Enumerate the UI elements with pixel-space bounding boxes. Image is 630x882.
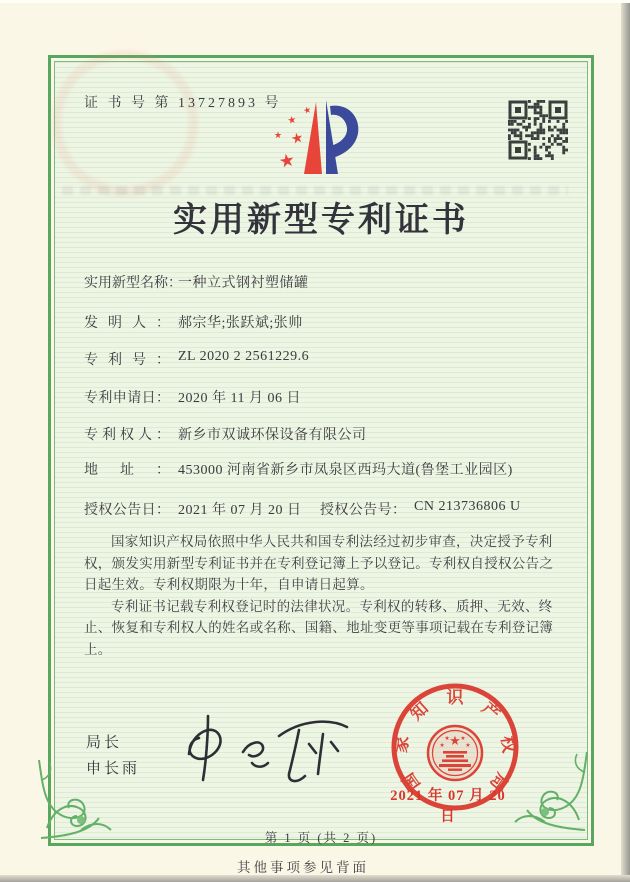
field-value: 一种立式钢衬塑储罐 bbox=[178, 276, 309, 291]
scan-edge bbox=[0, 875, 630, 882]
officer-title: 局长 bbox=[86, 735, 123, 751]
field-label: 授权公告日： bbox=[84, 503, 170, 518]
legal-paragraph-1: 国家知识产权局依照中华人民共和国专利法经过初步审查，决定授予专利权，颁发实用新型专利证书并在专利登记簿上予以登记。专利权自授权公告之日起生效。专利权期限为十年，自申请日起算。 bbox=[84, 534, 554, 592]
legal-text bbox=[84, 531, 562, 660]
svg-text:★: ★ bbox=[286, 114, 298, 127]
seal-char: 国 bbox=[398, 769, 424, 795]
scan-edge bbox=[621, 0, 630, 882]
field-row-grant bbox=[84, 499, 584, 519]
field-row-patent-number bbox=[84, 349, 564, 369]
cnipa-patent-logo-icon bbox=[248, 96, 372, 182]
seal-char: 家 bbox=[391, 734, 413, 755]
legal-paragraph-2: 专利证书记载专利权登记时的法律状况。专利权的转移、质押、无效、终止、恢复和专利权人的姓名或名称、国籍、地址变更等事项记载在专利登记簿上。 bbox=[84, 598, 554, 657]
svg-text:★: ★ bbox=[289, 130, 306, 148]
svg-text:★: ★ bbox=[302, 104, 313, 116]
grant-number-field bbox=[320, 499, 521, 519]
field-row-filing-date bbox=[84, 387, 564, 407]
officer-name: 申长雨 bbox=[86, 761, 141, 777]
seal-char: 识 bbox=[446, 688, 464, 707]
seal-date: 2021 年 07 月 20 日 bbox=[390, 788, 506, 825]
field-value: 453000 河南省新乡市凤泉区西玛大道(鲁堡工业园区) bbox=[178, 463, 513, 478]
svg-text:★: ★ bbox=[460, 736, 466, 742]
svg-text:★: ★ bbox=[444, 736, 450, 742]
scan-edge bbox=[0, 0, 630, 3]
certificate-title: 实用新型专利证书 bbox=[173, 202, 469, 239]
field-value: CN 213736806 U bbox=[414, 499, 521, 514]
national-emblem-icon bbox=[428, 726, 482, 780]
field-label: 专利申请日： bbox=[84, 391, 170, 406]
certificate-number: 证 书 号 第 13727893 号 bbox=[84, 96, 282, 111]
svg-text:★: ★ bbox=[449, 733, 461, 748]
field-label: 专利号： bbox=[84, 353, 170, 368]
seal-char: 权 bbox=[497, 734, 519, 755]
svg-text:★: ★ bbox=[274, 130, 283, 140]
qr-code bbox=[508, 100, 568, 160]
field-value: 新乡市双诚环保设备有限公司 bbox=[178, 428, 367, 443]
svg-text:★: ★ bbox=[277, 149, 297, 172]
svg-text:★: ★ bbox=[439, 743, 445, 749]
field-label: 授权公告号： bbox=[320, 503, 406, 518]
grant-date-field bbox=[84, 503, 302, 518]
seal-char: 局 bbox=[486, 769, 512, 795]
seal-char: 知 bbox=[406, 698, 432, 724]
field-value: 2021 年 07 月 20 日 bbox=[178, 503, 302, 518]
commissioner-signature bbox=[163, 710, 359, 792]
field-value: 2020 年 11 月 06 日 bbox=[178, 391, 301, 406]
field-label: 发明人： bbox=[84, 316, 170, 331]
seal-char: 产 bbox=[478, 698, 504, 724]
field-value: ZL 2020 2 2561229.6 bbox=[178, 349, 310, 364]
field-label: 地址： bbox=[84, 463, 170, 478]
field-row-patentee bbox=[84, 424, 564, 444]
field-row-inventors bbox=[84, 312, 564, 332]
field-value: 郝宗华;张跃斌;张帅 bbox=[178, 316, 303, 331]
field-row-address bbox=[84, 459, 564, 479]
seal-bleed-watermark bbox=[52, 50, 198, 196]
svg-text:★: ★ bbox=[465, 743, 471, 749]
field-label: 专利权人： bbox=[84, 428, 170, 443]
page-indicator: 第 1 页 (共 2 页) bbox=[264, 831, 378, 845]
field-row-name bbox=[84, 272, 564, 292]
back-side-note: 其他事项参见背面 bbox=[237, 860, 369, 875]
field-label: 实用新型名称： bbox=[84, 276, 182, 291]
